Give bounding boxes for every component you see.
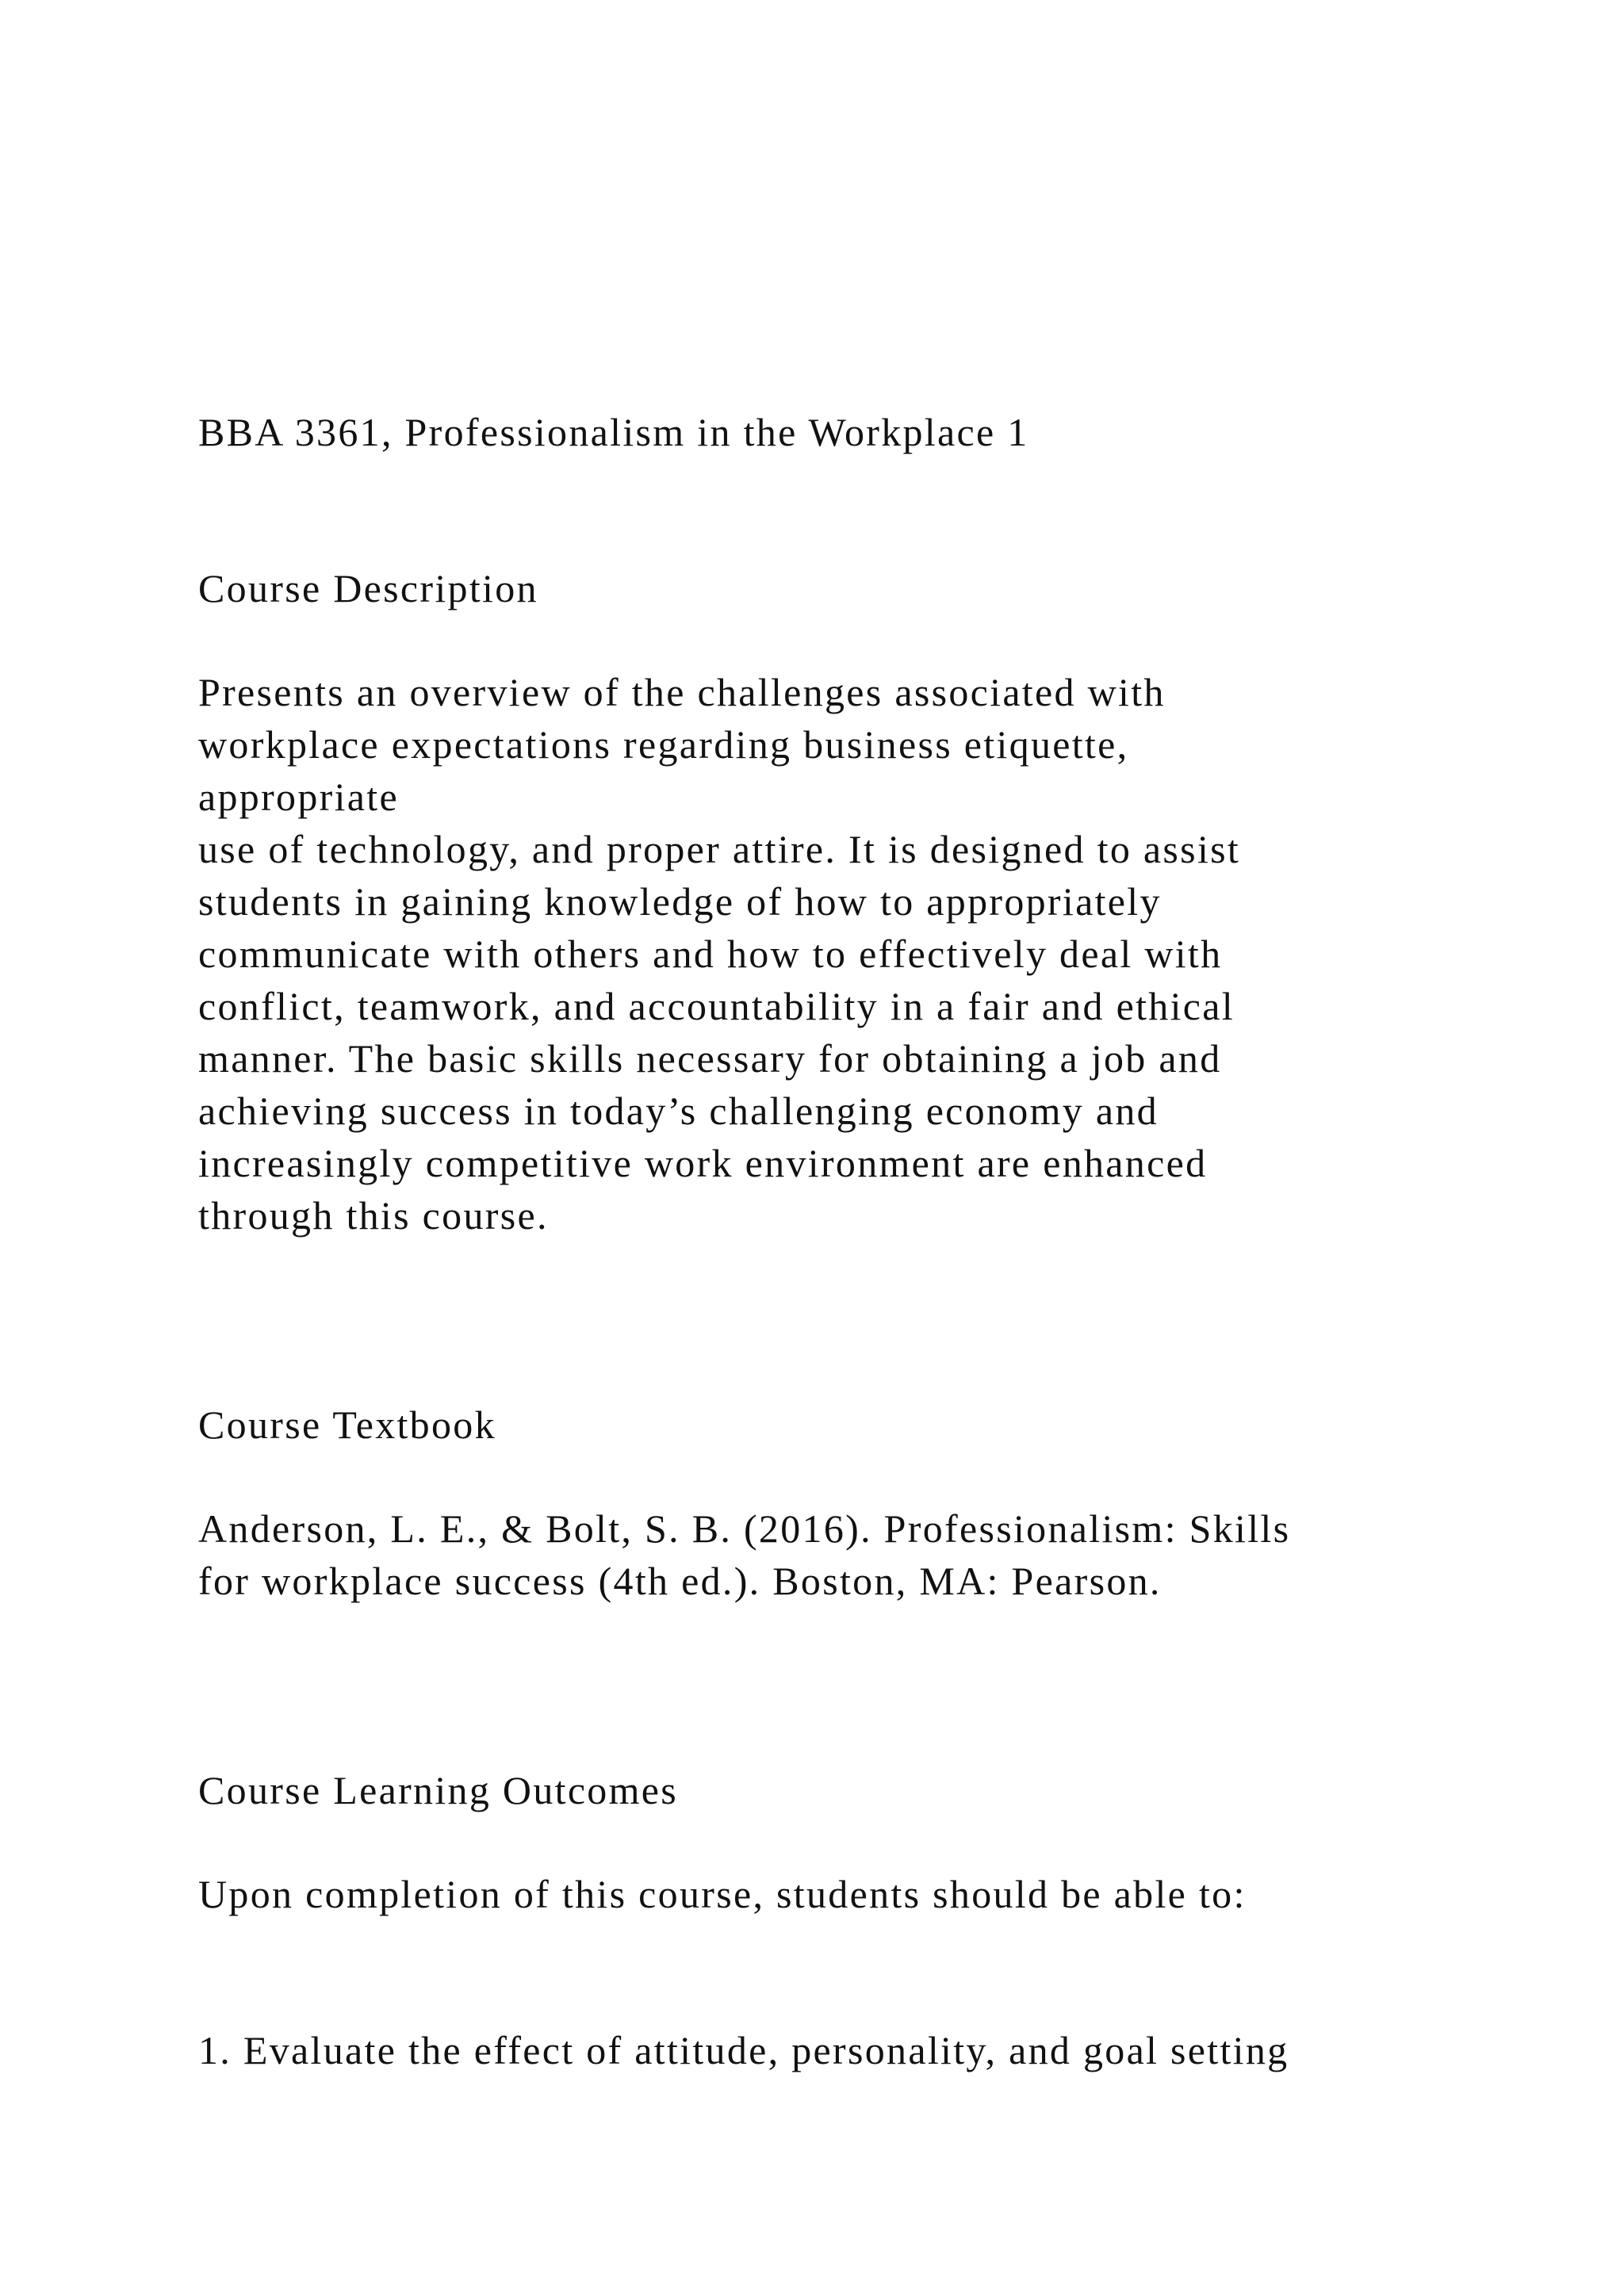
course-description-line: manner. The basic skills necessary for obtaining a job and: [198, 1036, 1222, 1081]
course-textbook-line: Anderson, L. E., & Bolt, S. B. (2016). Professionalism: Skills: [198, 1506, 1291, 1551]
course-description-line: use of technology, and proper attire. It is designed to assist: [198, 827, 1241, 871]
learning-outcome-item: 1. Evaluate the effect of attitude, personality, and goal setting: [198, 2028, 1289, 2072]
course-textbook-heading: Course Textbook: [198, 1402, 496, 1447]
course-description-line: increasingly competitive work environment are enhanced: [198, 1141, 1208, 1185]
document-header: BBA 3361, Professionalism in the Workplace 1: [198, 410, 1029, 454]
course-description-line: students in gaining knowledge of how to appropriately: [198, 879, 1162, 924]
course-description-line: conflict, teamwork, and accountability in a fair and ethical: [198, 984, 1235, 1028]
course-description-heading: Course Description: [198, 566, 538, 610]
course-description-line: achieving success in today’s challenging economy and: [198, 1089, 1159, 1133]
course-description-line: through this course.: [198, 1193, 549, 1238]
course-description-line: Presents an overview of the challenges associated with: [198, 670, 1166, 714]
course-description-line: workplace expectations regarding business etiquette,: [198, 722, 1129, 767]
course-learning-outcomes-heading: Course Learning Outcomes: [198, 1768, 679, 1812]
course-textbook-line: for workplace success (4th ed.). Boston, MA: Pearson.: [198, 1559, 1162, 1603]
course-learning-outcomes-intro: Upon completion of this course, students should be able to:: [198, 1872, 1247, 1916]
course-description-line: communicate with others and how to effectively deal with: [198, 932, 1223, 976]
course-description-line: appropriate: [198, 775, 399, 819]
